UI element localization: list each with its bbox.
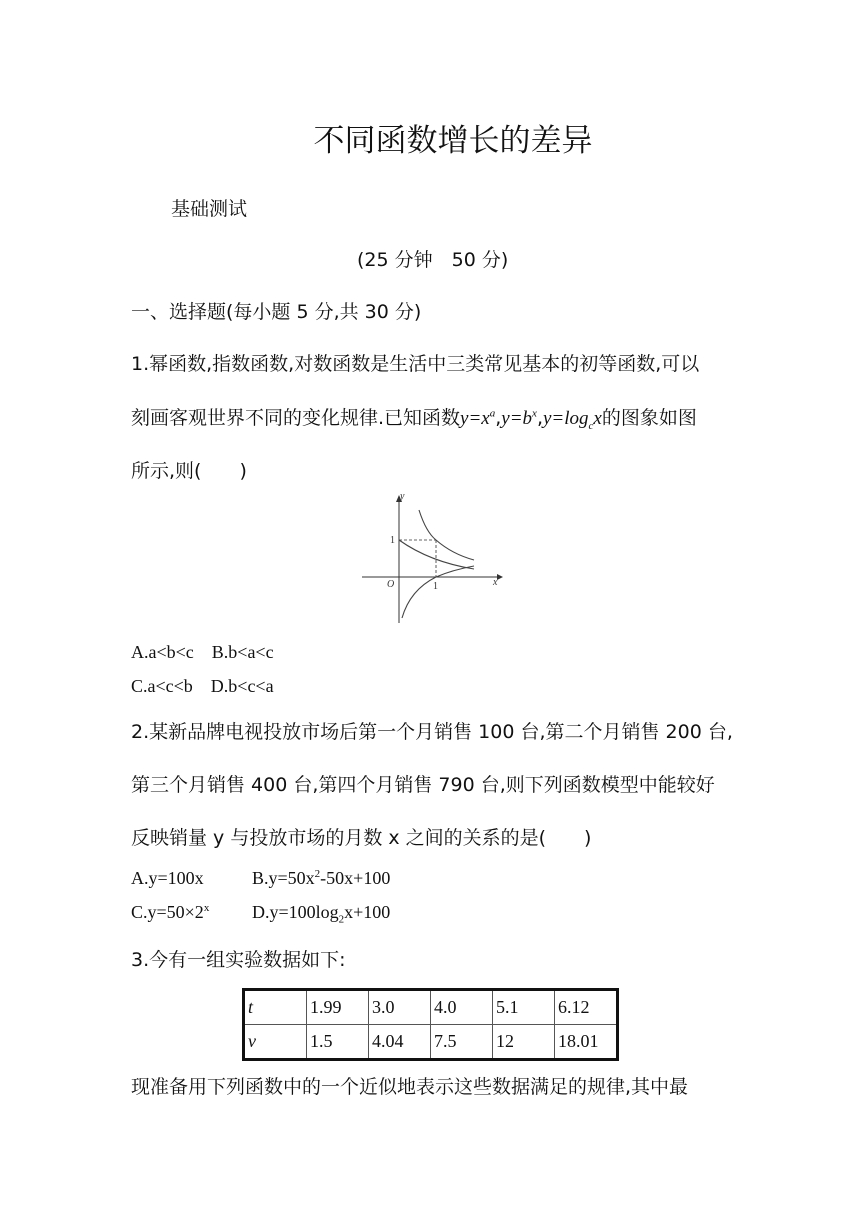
q1-formula-exp-exp: x [532,407,537,420]
graph-label-one-x: 1 [433,581,438,592]
table-row [244,990,618,1025]
time-info: (25 分钟 50 分) [357,249,509,271]
q1-line3: 所示,则( ) [131,460,247,482]
table-row [244,1025,618,1060]
table-cell: 6.12 [555,990,618,1025]
q1-formula-log-base: c [588,419,594,432]
q1-formula-sep1: , [495,407,502,429]
table-cell: v [244,1025,307,1060]
q1-function-graph [360,490,505,625]
table-cell: 18.01 [555,1025,618,1060]
exponential-curve [399,540,474,569]
q2-option-d [252,902,390,926]
q1-option-row1 [131,642,274,663]
graph-label-origin: O [387,579,395,590]
table-cell: 3.0 [369,990,431,1025]
q2-option-a: A.y=100x [131,868,204,888]
table-cell: 12 [493,1025,555,1060]
q2-line1: 2.某新品牌电视投放市场后第一个月销售 100 台,第二个月销售 200 台, [131,721,733,743]
q1-formula-power: y=x [460,408,490,429]
graph-label-x: x [493,577,498,588]
q2-option-c-pre: C.y=50×2 [131,902,204,922]
q1-formula-log-arg: x [593,408,602,429]
q1-option-c: C.a<c<b [131,676,193,696]
q2-option-d-sub: 2 [338,913,345,926]
q1-formula-sep2: , [536,407,543,429]
q2-option-c [131,902,209,923]
table-cell: 5.1 [493,990,555,1025]
q2-line3: 反映销量 y 与投放市场的月数 x 之间的关系的是( ) [131,827,592,849]
q1-line2 [131,403,697,432]
q1-option-b: B.b<a<c [211,642,274,662]
q1-formula-exp: y=b [501,408,533,429]
q3-line1: 3.今有一组实验数据如下: [131,949,346,971]
section-heading: 基础测试 [171,198,248,220]
q1-line2-prefix: 刻画客观世界不同的变化规律.已知函数 [131,407,461,429]
graph-label-one-y: 1 [390,535,395,546]
q1-line2-suffix: 的图象如图 [601,407,697,429]
q2-option-b-pre: B.y=50x [252,868,315,888]
table-cell: 1.99 [307,990,369,1025]
table-cell: 4.04 [369,1025,431,1060]
q1-formula-power-exp: a [489,407,496,420]
table-cell: 4.0 [431,990,493,1025]
q1-option-row2 [131,676,274,697]
q2-option-b [252,868,390,889]
q3-data-table [242,988,619,1061]
q2-option-c-sup: x [203,902,210,914]
page-title: 不同函数增长的差异 [313,123,593,159]
q2-line2: 第三个月销售 400 台,第四个月销售 790 台,则下列函数模型中能较好 [131,774,715,796]
x-axis-arrow-icon [497,574,503,580]
q2-option-b-post: -50x+100 [320,868,391,888]
table-cell: 7.5 [431,1025,493,1060]
graph-label-y: y [400,491,405,502]
q2-option-b-sup: 2 [314,868,321,880]
q2-option-d-pre: D.y=100log [252,902,339,922]
log-curve [402,566,474,618]
table-cell: 1.5 [307,1025,369,1060]
table-cell: t [244,990,307,1025]
q1-option-d: D.b<c<a [210,676,274,696]
q1-option-a: A.a<b<c [131,642,194,662]
part-heading: 一、选择题(每小题 5 分,共 30 分) [131,301,422,323]
q3-line2: 现准备用下列函数中的一个近似地表示这些数据满足的规律,其中最 [131,1076,689,1098]
q1-line1: 1.幂函数,指数函数,对数函数是生活中三类常见基本的初等函数,可以 [131,353,700,375]
q1-formula-log: y=log [542,408,589,429]
q2-option-d-post: x+100 [344,902,391,922]
power-curve [419,510,474,560]
